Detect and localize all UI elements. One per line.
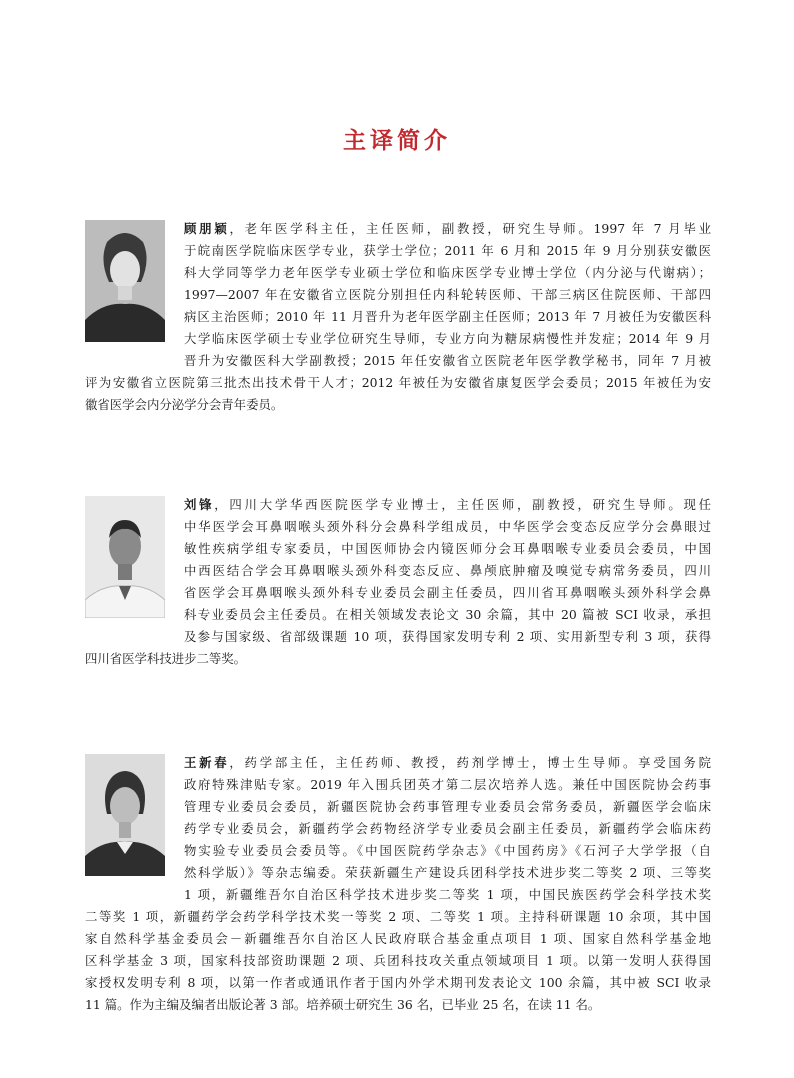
bio-line: 1997—2007 年在安徽省立医院分别担任内科轮转医师、干部三病区住院医师、干部四 — [184, 287, 711, 302]
person-name: 王新春 — [184, 755, 230, 770]
bio-line: 徽省医学会内分泌学分会青年委员。 — [85, 397, 284, 412]
portrait-photo — [85, 220, 165, 342]
person-name: 顾朋颖 — [184, 221, 230, 236]
bio-line: 科大学同等学力老年医学专业硕士学位和临床医学专业博士学位（内分泌与代谢病）； — [184, 265, 711, 280]
bio-line: 评为安徽省立医院第三批杰出技术骨干人才；2012 年被任为安徽省康复医学会委员；2015 年被任为安 — [85, 375, 711, 390]
bio-line: 家授权发明专利 8 项，以第一作者或通讯作者于国内外学术期刊发表论文 100 余篇，其中被 SCI 收录 — [85, 975, 711, 990]
bio-liu-feng — [85, 494, 711, 674]
bio-line: 敏性疾病学组专家委员，中国医师协会内镜医师分会耳鼻咽喉专业委员会委员，中国 — [184, 541, 711, 556]
bio-line: 于皖南医学院临床医学专业，获学士学位；2011 年 6 月和 2015 年 9 月分别获安徽医 — [184, 243, 711, 258]
bio-line: 王新春，药学部主任，主任药师、教授，药剂学博士，博士生导师。享受国务院 — [184, 755, 711, 770]
portrait-photo — [85, 496, 165, 618]
person-name: 刘锋 — [184, 497, 215, 512]
bio-line: 科专业委员会主任委员。在相关领域发表论文 30 余篇，其中 20 篇被 SCI 收录，承担 — [184, 607, 711, 622]
bio-line: 省医学会耳鼻咽喉头颈外科专业委员会副主任委员，四川省耳鼻咽喉头颈外科学会鼻 — [184, 585, 711, 600]
bio-line: 1 项，新疆维吾尔自治区科学技术进步奖二等奖 1 项，中国民族医药学会科学技术奖 — [184, 887, 711, 902]
bio-line: 顾朋颖，老年医学科主任，主任医师，副教授，研究生导师。1997 年 7 月毕业 — [184, 221, 711, 236]
bio-line: 家自然科学基金委员会－新疆维吾尔自治区人民政府联合基金重点项目 1 项、国家自然科学基金地 — [85, 931, 711, 946]
bio-line: 区科学基金 3 项，国家科技部资助课题 2 项、兵团科技攻关重点领域项目 1 项。以第一发明人获得国 — [85, 953, 711, 968]
bio-line: 晋升为安徽医科大学副教授；2015 年任安徽省立医院老年医学教学秘书，同年 7 月被 — [184, 353, 711, 368]
bio-line: 中西医结合学会耳鼻咽喉头颈外科变态反应、鼻颅底肿瘤及嗅觉专病常务委员，四川 — [184, 563, 711, 578]
bio-line: 药学专业委员会，新疆药学会药物经济学专业委员会副主任委员，新疆药学会临床药 — [184, 821, 711, 836]
page-title: 主译简介 — [343, 128, 451, 154]
bio-line: 及参与国家级、省部级课题 10 项，获得国家发明专利 2 项、实用新型专利 3 项，获得 — [184, 629, 711, 644]
bio-line: 然科学版）》等杂志编委。荣获新疆生产建设兵团科学技术进步奖二等奖 2 项、三等奖 — [184, 865, 711, 880]
bio-line: 11 篇。作为主编及编者出版论著 3 部。培养硕士研究生 36 名，已毕业 25 名，在读 11 名。 — [85, 997, 601, 1012]
bio-line: 二等奖 1 项，新疆药学会药学科学技术奖一等奖 2 项、二等奖 1 项。主持科研课题 10 余项，其中国 — [85, 909, 711, 924]
bio-wang-xinchun — [85, 752, 711, 1022]
bio-line: 病区主治医师；2010 年 11 月晋升为老年医学副主任医师；2013 年 7 月被任为安徽医科 — [184, 309, 711, 324]
bio-line: 刘锋，四川大学华西医院医学专业博士，主任医师，副教授，研究生导师。现任 — [184, 497, 711, 512]
bio-line: 管理专业委员会委员，新疆医院协会药事管理专业委员会常务委员，新疆医学会临床 — [184, 799, 711, 814]
bio-line: 四川省医学科技进步二等奖。 — [85, 651, 247, 666]
bio-line: 大学临床医学硕士专业学位研究生导师，专业方向为糖尿病慢性并发症；2014 年 9 月 — [184, 331, 711, 346]
portrait-photo — [85, 754, 165, 876]
bio-gu-pengying — [85, 218, 711, 412]
bio-line: 中华医学会耳鼻咽喉头颈外科分会鼻科学组成员，中华医学会变态反应学分会鼻眼过 — [184, 519, 711, 534]
bio-line: 政府特殊津贴专家。2019 年入围兵团英才第二层次培养人选。兼任中国医院协会药事 — [184, 777, 711, 792]
bio-line: 物实验专业委员会委员等。《中国医院药学杂志》《中国药房》《石河子大学学报（自 — [184, 843, 711, 858]
